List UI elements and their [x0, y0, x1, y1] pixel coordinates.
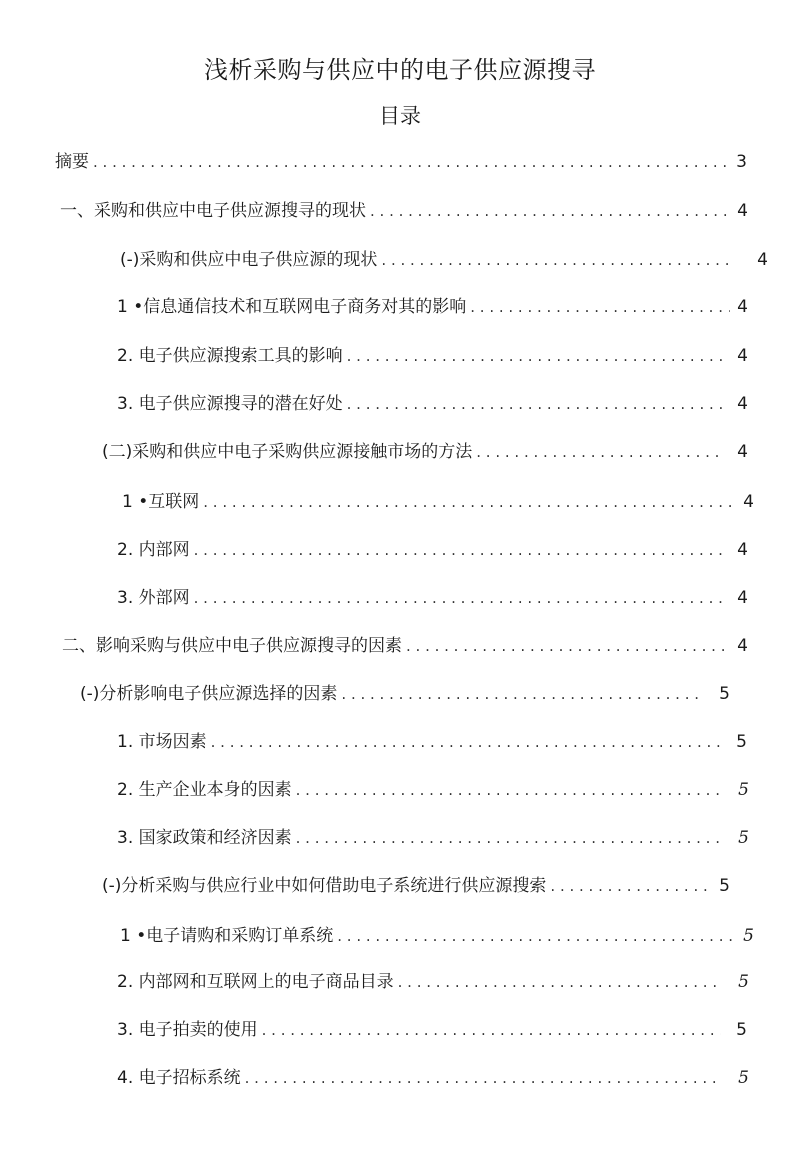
toc-page-number: 4	[737, 297, 748, 317]
toc-row[interactable]	[120, 248, 768, 272]
toc-row[interactable]	[117, 826, 749, 850]
toc-label: 二、影响采购与供应中电子供应源搜寻的因素	[62, 636, 402, 656]
toc-page-number: 5	[736, 732, 747, 752]
toc-label: (-)采购和供应中电子供应源的现状	[120, 250, 378, 270]
toc-row[interactable]	[117, 1018, 747, 1042]
toc-leader-dots	[370, 199, 730, 223]
toc-label: (-)分析采购与供应行业中如何借助电子系统进行供应源搜索	[102, 876, 547, 896]
toc-page-number: 5	[738, 828, 749, 848]
toc-row[interactable]	[60, 199, 748, 223]
toc-row[interactable]	[102, 440, 748, 464]
toc-leader-dots	[406, 634, 730, 658]
toc-leader-dots	[194, 586, 722, 610]
toc-label: 摘要	[55, 152, 89, 172]
toc-label: 3. 国家政策和经济因素	[117, 828, 292, 848]
toc-leader-dots	[337, 924, 736, 948]
toc-row[interactable]	[117, 538, 748, 562]
toc-row[interactable]	[117, 730, 747, 754]
toc-row[interactable]	[122, 490, 754, 514]
document-title: 浅析采购与供应中的电子供应源搜寻	[204, 56, 596, 84]
toc-label: 3. 电子供应源搜寻的潜在好处	[117, 394, 343, 414]
toc-page-number: 5	[738, 972, 749, 992]
toc-label: 1 •信息通信技术和互联网电子商务对其的影响	[117, 297, 467, 317]
toc-leader-dots	[203, 490, 736, 514]
toc-leader-dots	[476, 440, 722, 464]
toc-page-number: 5	[736, 1020, 747, 1040]
toc-leader-dots	[93, 150, 729, 174]
toc-leader-dots	[296, 778, 721, 802]
toc-row[interactable]	[117, 778, 749, 802]
toc-page-number: 4	[743, 492, 754, 512]
toc-label: 1 •互联网	[122, 492, 200, 512]
toc-page-number: 4	[737, 346, 748, 366]
toc-leader-dots	[347, 392, 722, 416]
toc-page-number: 4	[737, 394, 748, 414]
toc-leader-dots	[296, 826, 721, 850]
toc-page-number: 5	[738, 780, 749, 800]
toc-page-number: 3	[736, 152, 747, 172]
toc-leader-dots	[245, 1066, 721, 1090]
toc-leader-dots	[262, 1018, 721, 1042]
toc-page-number: 5	[738, 1068, 749, 1088]
toc-leader-dots	[550, 874, 712, 898]
toc-leader-dots	[341, 682, 698, 706]
toc-label: 4. 电子招标系统	[117, 1068, 241, 1088]
toc-page-number: 4	[737, 442, 748, 462]
toc-row[interactable]	[117, 1066, 749, 1090]
toc-page-number: 4	[737, 588, 748, 608]
toc-page-number: 4	[737, 636, 748, 656]
toc-label: 一、采购和供应中电子供应源搜寻的现状	[60, 201, 366, 221]
toc-leader-dots	[398, 970, 721, 994]
toc-row[interactable]	[62, 634, 748, 658]
toc-page-number: 4	[737, 201, 748, 221]
toc-label: 3. 电子拍卖的使用	[117, 1020, 258, 1040]
toc-label: 3. 外部网	[117, 588, 190, 608]
toc-row[interactable]	[117, 344, 748, 368]
toc-label: 2. 生产企业本身的因素	[117, 780, 292, 800]
toc-row[interactable]	[117, 295, 748, 319]
toc-label: 2. 内部网和互联网上的电子商品目录	[117, 972, 394, 992]
toc-page-number: 4	[737, 540, 748, 560]
toc-row[interactable]	[55, 150, 747, 174]
toc-row[interactable]	[117, 586, 748, 610]
toc-label: (二)采购和供应中电子采购供应源接触市场的方法	[102, 442, 473, 462]
toc-label: 1. 市场因素	[117, 732, 207, 752]
toc-page-number: 4	[757, 250, 768, 270]
toc-page-number: 5	[743, 926, 754, 946]
toc-row[interactable]	[80, 682, 730, 706]
toc-label: 2. 电子供应源搜索工具的影响	[117, 346, 343, 366]
toc-label: 1 •电子请购和采购订单系统	[120, 926, 334, 946]
toc-row[interactable]	[117, 970, 749, 994]
toc-leader-dots	[470, 295, 730, 319]
toc-label: (-)分析影响电子供应源选择的因素	[80, 684, 338, 704]
toc-leader-dots	[194, 538, 722, 562]
toc-row[interactable]	[102, 874, 730, 898]
toc-page-number: 5	[719, 876, 730, 896]
toc-leader-dots	[381, 248, 730, 272]
toc-leader-dots	[347, 344, 722, 368]
toc-label: 2. 内部网	[117, 540, 190, 560]
toc-row[interactable]	[117, 392, 748, 416]
toc-page-number: 5	[719, 684, 730, 704]
toc-leader-dots	[211, 730, 721, 754]
toc-row[interactable]	[120, 924, 754, 948]
toc-heading: 目录	[379, 104, 421, 128]
